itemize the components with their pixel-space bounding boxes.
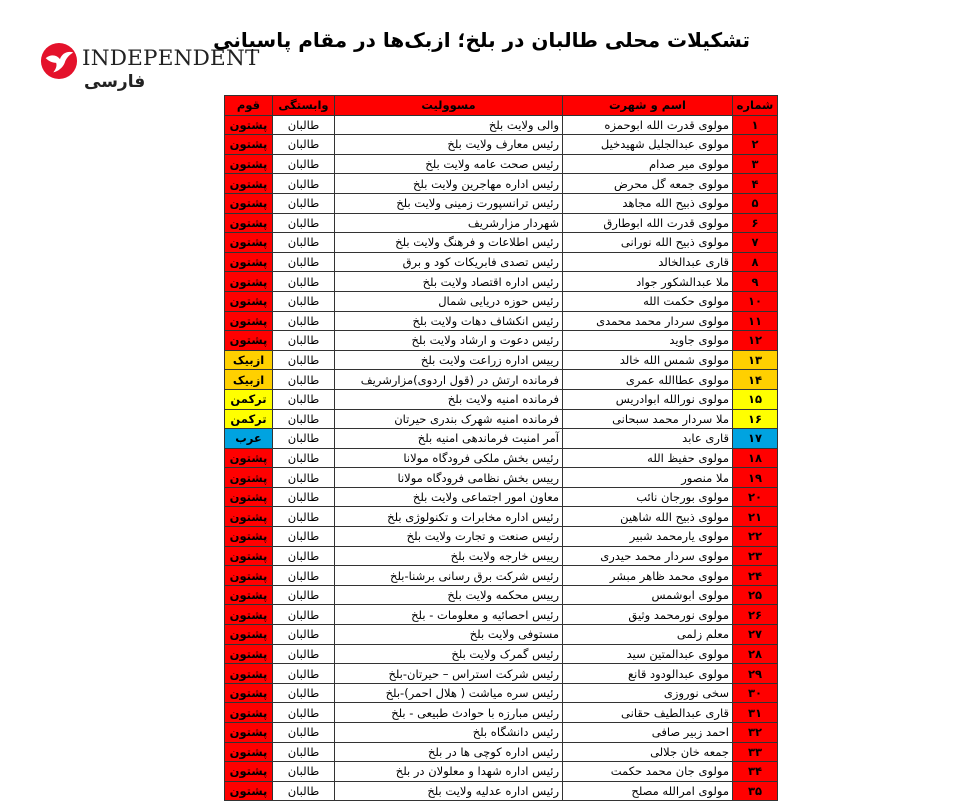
row-ethnicity: پشتون	[225, 644, 273, 664]
table-row	[225, 272, 778, 292]
row-role: رییس اداره زراعت ولایت بلخ	[335, 350, 563, 370]
row-name: قاری عابد	[563, 429, 733, 449]
row-affiliation: طالبان	[273, 252, 335, 272]
row-number: ۳۵	[733, 781, 778, 801]
row-ethnicity: پشتون	[225, 468, 273, 488]
table-row	[225, 115, 778, 135]
row-name: مولوی حکمت الله	[563, 291, 733, 311]
row-role: رئیس صنعت و تجارت ولایت بلخ	[335, 527, 563, 547]
table-row	[225, 507, 778, 527]
row-name: مولوی عبدالمتین سید	[563, 644, 733, 664]
row-name: قاری عبدالخالد	[563, 252, 733, 272]
row-role: رئیس اداره کوچی ها در بلخ	[335, 742, 563, 762]
row-number: ۴	[733, 174, 778, 194]
row-name: سخی نوروزی	[563, 683, 733, 703]
row-ethnicity: پشتون	[225, 213, 273, 233]
row-affiliation: طالبان	[273, 781, 335, 801]
row-role: رییس خارجه ولایت بلخ	[335, 546, 563, 566]
row-ethnicity: عرب	[225, 429, 273, 449]
row-number: ۱۶	[733, 409, 778, 429]
row-affiliation: طالبان	[273, 174, 335, 194]
table-header-row	[225, 96, 778, 116]
row-affiliation: طالبان	[273, 115, 335, 135]
row-number: ۲۲	[733, 527, 778, 547]
row-name: جمعه خان جلالی	[563, 742, 733, 762]
row-role: رئیس دعوت و ارشاد ولایت بلخ	[335, 331, 563, 351]
row-affiliation: طالبان	[273, 311, 335, 331]
row-number: ۹	[733, 272, 778, 292]
row-name: قاری عبدالطیف حقانی	[563, 703, 733, 723]
table-row	[225, 193, 778, 213]
row-role: رئیس اطلاعات و فرهنگ ولایت بلخ	[335, 233, 563, 253]
table-row	[225, 468, 778, 488]
row-number: ۱۸	[733, 448, 778, 468]
table-row	[225, 742, 778, 762]
row-ethnicity: ازبیک	[225, 350, 273, 370]
row-role: رئیس بخش ملکی فرودگاه مولانا	[335, 448, 563, 468]
table-row	[225, 213, 778, 233]
row-name: ملا عبدالشکور جواد	[563, 272, 733, 292]
row-name: مولوی سردار محمد محمدی	[563, 311, 733, 331]
row-name: مولوی جمعه گل محرض	[563, 174, 733, 194]
row-role: رئیس شرکت استراس – حیرتان-بلخ	[335, 664, 563, 684]
row-number: ۳۰	[733, 683, 778, 703]
row-affiliation: طالبان	[273, 350, 335, 370]
row-name: مولوی عبدالجلیل شهیدخیل	[563, 135, 733, 155]
row-name: احمد زبیر صافی	[563, 723, 733, 743]
table-row	[225, 781, 778, 801]
header-ethnicity: قوم	[225, 96, 273, 116]
row-affiliation: طالبان	[273, 135, 335, 155]
row-affiliation: طالبان	[273, 507, 335, 527]
row-affiliation: طالبان	[273, 625, 335, 645]
row-ethnicity: ازبیک	[225, 370, 273, 390]
row-ethnicity: ترکمن	[225, 389, 273, 409]
row-ethnicity: پشتون	[225, 781, 273, 801]
row-affiliation: طالبان	[273, 703, 335, 723]
row-affiliation: طالبان	[273, 389, 335, 409]
row-number: ۱	[733, 115, 778, 135]
row-number: ۱۵	[733, 389, 778, 409]
row-name: مولوی ذبیح الله شاهین	[563, 507, 733, 527]
row-ethnicity: پشتون	[225, 546, 273, 566]
row-role: رئیس اداره مهاجرین ولایت بلخ	[335, 174, 563, 194]
row-ethnicity: پشتون	[225, 311, 273, 331]
table-row	[225, 350, 778, 370]
table-row	[225, 370, 778, 390]
row-role: رئیس ترانسپورت زمینی ولایت بلخ	[335, 193, 563, 213]
row-number: ۲۰	[733, 487, 778, 507]
row-affiliation: طالبان	[273, 585, 335, 605]
table-row	[225, 291, 778, 311]
row-number: ۲۸	[733, 644, 778, 664]
table-row	[225, 487, 778, 507]
row-role: رئیس احصائیه و معلومات - بلخ	[335, 605, 563, 625]
table-row	[225, 683, 778, 703]
table-row	[225, 546, 778, 566]
row-ethnicity: پشتون	[225, 703, 273, 723]
row-role: والی ولایت بلخ	[335, 115, 563, 135]
row-name: مولوی ذبیح الله نورانی	[563, 233, 733, 253]
row-name: مولوی جان محمد حکمت	[563, 762, 733, 782]
table-row	[225, 154, 778, 174]
row-affiliation: طالبان	[273, 213, 335, 233]
row-ethnicity: پشتون	[225, 174, 273, 194]
row-role: رئیس حوزه دریایی شمال	[335, 291, 563, 311]
row-ethnicity: پشتون	[225, 762, 273, 782]
row-name: مولوی میر صدام	[563, 154, 733, 174]
row-ethnicity: پشتون	[225, 154, 273, 174]
row-affiliation: طالبان	[273, 331, 335, 351]
row-affiliation: طالبان	[273, 546, 335, 566]
row-role: رئیس صحت عامه ولایت بلخ	[335, 154, 563, 174]
row-number: ۲۷	[733, 625, 778, 645]
row-number: ۸	[733, 252, 778, 272]
row-number: ۲	[733, 135, 778, 155]
row-ethnicity: پشتون	[225, 742, 273, 762]
row-number: ۳۳	[733, 742, 778, 762]
row-ethnicity: پشتون	[225, 625, 273, 645]
row-number: ۱۹	[733, 468, 778, 488]
row-affiliation: طالبان	[273, 644, 335, 664]
header-number: شماره	[733, 96, 778, 116]
table-row	[225, 644, 778, 664]
row-role: رئیس شرکت برق رسانی برشنا-بلخ	[335, 566, 563, 586]
row-number: ۲۴	[733, 566, 778, 586]
row-number: ۷	[733, 233, 778, 253]
row-affiliation: طالبان	[273, 487, 335, 507]
eagle-logo-icon	[40, 42, 78, 80]
row-number: ۶	[733, 213, 778, 233]
row-number: ۱۴	[733, 370, 778, 390]
row-affiliation: طالبان	[273, 566, 335, 586]
row-role: معاون امور اجتماعی ولایت بلخ	[335, 487, 563, 507]
logo-subtitle: فارسی	[84, 72, 146, 92]
row-affiliation: طالبان	[273, 664, 335, 684]
row-ethnicity: پشتون	[225, 272, 273, 292]
row-ethnicity: پشتون	[225, 331, 273, 351]
row-number: ۲۵	[733, 585, 778, 605]
row-ethnicity: پشتون	[225, 585, 273, 605]
row-ethnicity: پشتون	[225, 291, 273, 311]
row-role: رئیس دانشگاه بلخ	[335, 723, 563, 743]
row-ethnicity: پشتون	[225, 723, 273, 743]
row-affiliation: طالبان	[273, 762, 335, 782]
row-ethnicity: پشتون	[225, 448, 273, 468]
row-role: فرمانده امنیه شهرک بندری حیرتان	[335, 409, 563, 429]
row-name: مولوی امرالله مصلح	[563, 781, 733, 801]
row-affiliation: طالبان	[273, 723, 335, 743]
row-role: شهردار مزارشریف	[335, 213, 563, 233]
row-name: مولوی بورجان نائب	[563, 487, 733, 507]
header-role: مسوولیت	[335, 96, 563, 116]
header-name: اسم و شهرت	[563, 96, 733, 116]
row-name: ملا سردار محمد سبحانی	[563, 409, 733, 429]
row-ethnicity: پشتون	[225, 664, 273, 684]
row-number: ۱۷	[733, 429, 778, 449]
row-role: رئیس معارف ولایت بلخ	[335, 135, 563, 155]
row-number: ۲۱	[733, 507, 778, 527]
row-ethnicity: پشتون	[225, 135, 273, 155]
row-role: رئیس انکشاف دهات ولایت بلخ	[335, 311, 563, 331]
row-ethnicity: پشتون	[225, 115, 273, 135]
table-row	[225, 252, 778, 272]
row-role: رئیس مبارزه با حوادث طبیعی - بلخ	[335, 703, 563, 723]
row-affiliation: طالبان	[273, 468, 335, 488]
row-name: مولوی قدرت الله ابوحمزه	[563, 115, 733, 135]
row-name: مولوی ذبیح الله مجاهد	[563, 193, 733, 213]
row-affiliation: طالبان	[273, 154, 335, 174]
row-affiliation: طالبان	[273, 370, 335, 390]
row-ethnicity: پشتون	[225, 233, 273, 253]
table-row	[225, 135, 778, 155]
row-role: آمر امنیت فرماندهی امنیه بلخ	[335, 429, 563, 449]
row-number: ۳۲	[733, 723, 778, 743]
row-number: ۱۳	[733, 350, 778, 370]
row-name: مولوی یارمحمد شبیر	[563, 527, 733, 547]
row-number: ۳۴	[733, 762, 778, 782]
table-row	[225, 703, 778, 723]
row-number: ۲۶	[733, 605, 778, 625]
row-name: مولوی عطاالله عمری	[563, 370, 733, 390]
row-name: ملا منصور	[563, 468, 733, 488]
table-row	[225, 625, 778, 645]
row-affiliation: طالبان	[273, 233, 335, 253]
table-row	[225, 409, 778, 429]
row-affiliation: طالبان	[273, 605, 335, 625]
row-ethnicity: ترکمن	[225, 409, 273, 429]
row-affiliation: طالبان	[273, 409, 335, 429]
row-role: رئیس اداره شهدا و معلولان در بلخ	[335, 762, 563, 782]
table-row	[225, 664, 778, 684]
table-row	[225, 723, 778, 743]
row-affiliation: طالبان	[273, 193, 335, 213]
row-affiliation: طالبان	[273, 683, 335, 703]
row-role: مستوفی ولایت بلخ	[335, 625, 563, 645]
table-row	[225, 174, 778, 194]
row-name: مولوی قدرت الله ابوطارق	[563, 213, 733, 233]
table-row	[225, 429, 778, 449]
row-number: ۳	[733, 154, 778, 174]
table-row	[225, 448, 778, 468]
row-name: مولوی سردار محمد حیدری	[563, 546, 733, 566]
row-number: ۳۱	[733, 703, 778, 723]
row-role: رئیس اداره مخابرات و تکنولوژی بلخ	[335, 507, 563, 527]
logo-wordmark: INDEPENDENT	[82, 46, 260, 71]
row-number: ۱۰	[733, 291, 778, 311]
row-role: فرمانده ارتش در (قول اردوی)مزارشریف	[335, 370, 563, 390]
row-role: رئیس اداره عدلیه ولایت بلخ	[335, 781, 563, 801]
table-row	[225, 233, 778, 253]
row-name: مولوی جاوید	[563, 331, 733, 351]
header-affiliation: وابستگی	[273, 96, 335, 116]
table-row	[225, 331, 778, 351]
page-title: تشکیلات محلی طالبان در بلخ؛ ازبک‌ها در مقام پاسبانی	[213, 28, 750, 52]
table-row	[225, 605, 778, 625]
row-name: مولوی حفیظ الله	[563, 448, 733, 468]
row-name: معلم زلمی	[563, 625, 733, 645]
row-name: مولوی ابوشمس	[563, 585, 733, 605]
table-row	[225, 527, 778, 547]
row-role: رییس بخش نظامی فرودگاه مولانا	[335, 468, 563, 488]
row-ethnicity: پشتون	[225, 566, 273, 586]
row-number: ۲۳	[733, 546, 778, 566]
row-affiliation: طالبان	[273, 272, 335, 292]
row-ethnicity: پشتون	[225, 487, 273, 507]
row-name: مولوی محمد ظاهر مبشر	[563, 566, 733, 586]
row-role: رئیس تصدی فابریکات کود و برق	[335, 252, 563, 272]
row-role: رئیس سره میاشت ( هلال احمر)-بلخ	[335, 683, 563, 703]
row-number: ۲۹	[733, 664, 778, 684]
table-row	[225, 762, 778, 782]
row-role: رئیس اداره اقتصاد ولایت بلخ	[335, 272, 563, 292]
table-row	[225, 566, 778, 586]
row-ethnicity: پشتون	[225, 683, 273, 703]
row-number: ۱۲	[733, 331, 778, 351]
row-name: مولوی عبدالودود قانع	[563, 664, 733, 684]
row-affiliation: طالبان	[273, 429, 335, 449]
row-affiliation: طالبان	[273, 448, 335, 468]
row-affiliation: طالبان	[273, 291, 335, 311]
row-ethnicity: پشتون	[225, 507, 273, 527]
row-ethnicity: پشتون	[225, 527, 273, 547]
row-role: رئیس گمرک ولایت بلخ	[335, 644, 563, 664]
row-name: مولوی نورالله ابوادریس	[563, 389, 733, 409]
row-name: مولوی نورمحمد وثیق	[563, 605, 733, 625]
table-row	[225, 311, 778, 331]
row-affiliation: طالبان	[273, 742, 335, 762]
row-affiliation: طالبان	[273, 527, 335, 547]
row-ethnicity: پشتون	[225, 605, 273, 625]
row-ethnicity: پشتون	[225, 193, 273, 213]
table-row	[225, 389, 778, 409]
row-role: رییس محکمه ولایت بلخ	[335, 585, 563, 605]
table-row	[225, 585, 778, 605]
row-name: مولوی شمس الله خالد	[563, 350, 733, 370]
row-role: فرمانده امنیه ولایت بلخ	[335, 389, 563, 409]
officials-table	[224, 95, 778, 801]
row-number: ۱۱	[733, 311, 778, 331]
row-number: ۵	[733, 193, 778, 213]
row-ethnicity: پشتون	[225, 252, 273, 272]
